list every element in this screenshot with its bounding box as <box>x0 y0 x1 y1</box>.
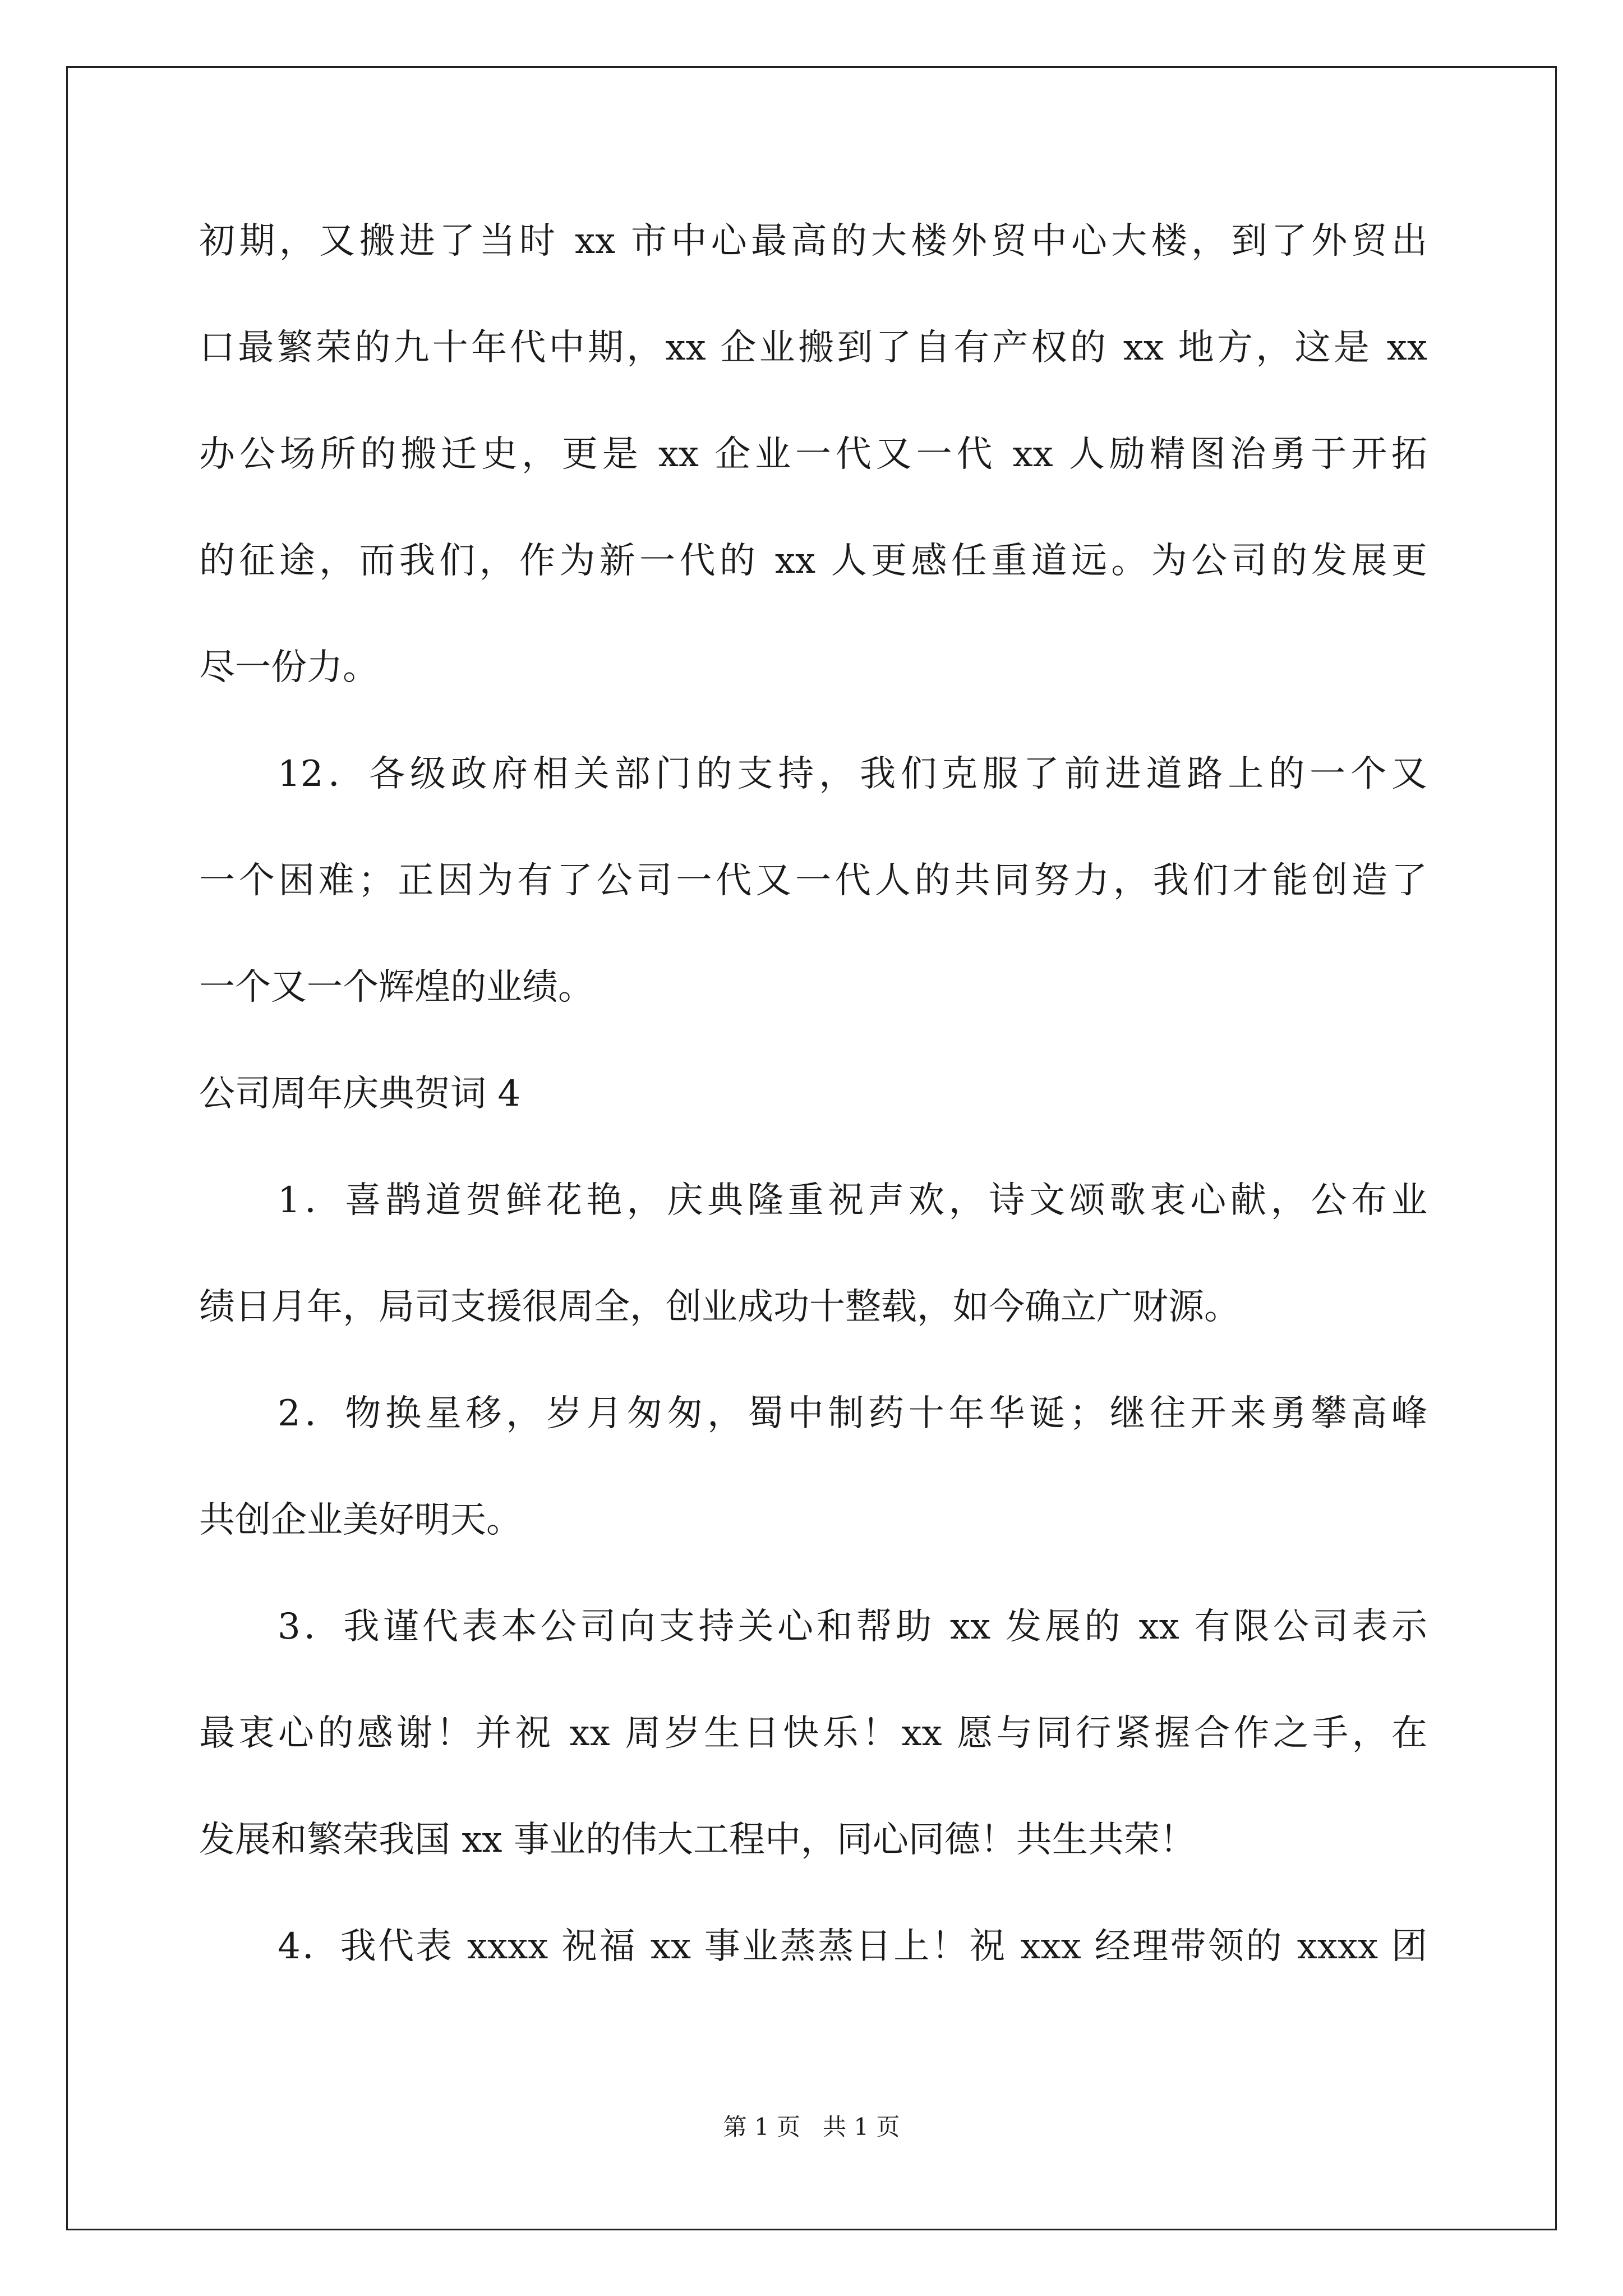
page-border <box>66 66 1557 2230</box>
body-line-5: 尽一份力。 <box>199 647 379 688</box>
item-3-line-1: 3．我谨代表本公司向支持关心和帮助 xx 发展的 xx 有限公司表示 <box>278 1606 1427 1648</box>
body-line-2: 口最繁荣的九十年代中期，xx 企业搬到了自有产权的 xx 地方，这是 xx <box>199 327 1427 369</box>
body-line-4: 的征途，而我们，作为新一代的 xx 人更感任重道远。为公司的发展更 <box>199 540 1427 582</box>
paragraph-12-line-1: 12．各级政府相关部门的支持，我们克服了前进道路上的一个又 <box>278 753 1427 795</box>
item-4-line-1: 4．我代表 xxxx 祝福 xx 事业蒸蒸日上！祝 xxx 经理带领的 xxxx 团 <box>278 1926 1427 1967</box>
item-3-line-3: 发展和繁荣我国 xx 事业的伟大工程中，同心同德！共生共荣！ <box>199 1819 1196 1861</box>
page-number: 第 1 页 <box>723 2113 800 2141</box>
body-line-3: 办公场所的搬迁史，更是 xx 企业一代又一代 xx 人励精图治勇于开拓 <box>199 434 1427 475</box>
body-line-1: 初期，又搬进了当时 xx 市中心最高的大楼外贸中心大楼，到了外贸出 <box>199 220 1427 262</box>
page-footer <box>0 2110 1623 2144</box>
paragraph-12-line-3: 一个又一个辉煌的业绩。 <box>199 967 594 1008</box>
item-1-line-2: 绩日月年，局司支援很周全，创业成功十整载，如今确立广财源。 <box>199 1286 1240 1328</box>
page-total: 共 1 页 <box>823 2113 900 2141</box>
paragraph-12-line-2: 一个困难；正因为有了公司一代又一代人的共同努力，我们才能创造了 <box>199 860 1427 901</box>
item-3-line-2: 最衷心的感谢！并祝 xx 周岁生日快乐！xx 愿与同行紧握合作之手，在 <box>199 1713 1427 1754</box>
item-1-line-1: 1．喜鹊道贺鲜花艳，庆典隆重祝声欢，诗文颂歌衷心献，公布业 <box>278 1180 1427 1221</box>
item-2-line-2: 共创企业美好明天。 <box>199 1499 522 1541</box>
section-heading: 公司周年庆典贺词 4 <box>199 1073 521 1115</box>
item-2-line-1: 2．物换星移，岁月匆匆，蜀中制药十年华诞；继往开来勇攀高峰 <box>278 1393 1427 1434</box>
